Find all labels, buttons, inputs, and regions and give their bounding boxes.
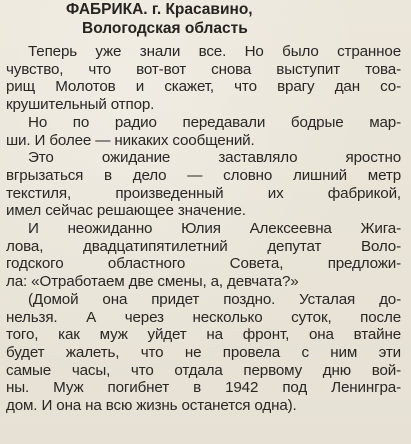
- text-line: вгрызаться в дело — словно лишний метр: [6, 166, 401, 184]
- heading-line-2: Вологодская область: [82, 20, 248, 37]
- text-line: крушительный отпор.: [6, 96, 155, 114]
- text-line: ны. Муж погибнет в 1942 под Ленингра-: [6, 379, 401, 397]
- paragraph-5: [6, 291, 401, 415]
- text-line: Теперь уже знали все. Но было странное: [28, 43, 401, 60]
- text-line: чувство, что вот-вот снова выступит това-: [6, 60, 401, 78]
- text-line: имел сейчас решающее значение.: [6, 202, 246, 220]
- text-line: Это ожидание заставляло яростно: [28, 149, 401, 167]
- text-line: лова, двадцатипятилетний депутат Воло-: [6, 237, 401, 255]
- article-heading: [66, 0, 396, 38]
- text-line: ши. И более — никаких сообщений.: [6, 131, 255, 149]
- text-line: дом. И она на всю жизнь останется одна).: [6, 397, 297, 415]
- paragraph-4: [6, 220, 401, 291]
- text-line: (Домой она придет поздно. Усталая до-: [28, 290, 401, 308]
- heading-line-1: ФАБРИКА. г. Красавино,: [66, 1, 253, 18]
- text-line: Но по радио передавали бодрые мар-: [28, 113, 401, 131]
- paragraph-1: [6, 43, 401, 114]
- text-line: текстиля, произведенный их фабрикой,: [6, 184, 401, 202]
- text-line: того, как муж уйдет на фронт, она втайне: [6, 326, 401, 344]
- text-line: будет жалеть, что не провела с ним эти: [6, 343, 401, 361]
- text-line: И неожиданно Юлия Алексеевна Жига-: [28, 220, 401, 238]
- paragraph-2: [6, 114, 401, 149]
- text-line: годского областного Совета, предложи-: [6, 255, 401, 273]
- paragraph-3: [6, 149, 401, 220]
- article-body: [6, 43, 401, 415]
- text-line: нельзя. А через несколько суток, после: [6, 308, 401, 326]
- text-line: самые часы, что отдала первому дню вой-: [6, 361, 401, 379]
- text-line: ла: «Отработаем две смены, а, девчата?»: [6, 273, 299, 291]
- text-line: рищ Молотов и скажет, что врагу дан со-: [6, 78, 401, 96]
